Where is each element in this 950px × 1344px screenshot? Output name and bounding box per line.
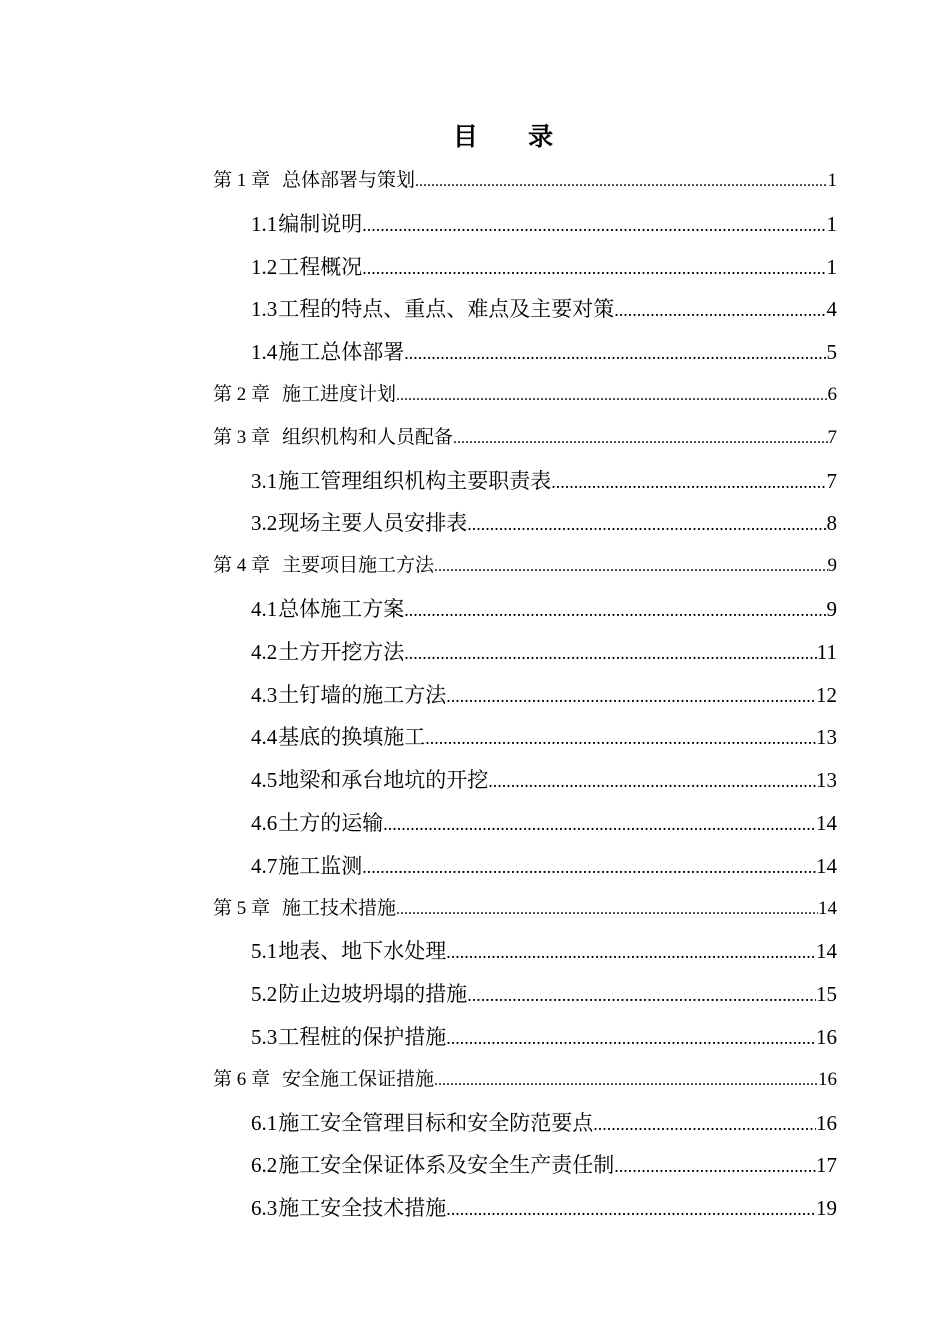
- toc-entry-number: 1.2: [251, 254, 278, 279]
- toc-section-entry[interactable]: [0, 973, 837, 1016]
- toc-section-entry[interactable]: [0, 588, 837, 631]
- toc-entry-number: 6.2: [251, 1153, 278, 1178]
- toc-entry-text: 总体部署与策划: [282, 170, 416, 191]
- toc-entry-number: 4.4: [251, 725, 278, 750]
- toc-entry-label: [251, 203, 362, 246]
- toc-page-number: 15: [816, 982, 837, 1007]
- toc-entry-number: 1.1: [251, 211, 278, 236]
- toc-entry-text: 土钉墙的施工方法: [278, 682, 447, 707]
- toc-dot-leader: [383, 803, 816, 846]
- toc-dot-leader: [446, 931, 816, 974]
- toc-entry-number: 5.1: [251, 939, 278, 964]
- toc-section-entry[interactable]: [0, 246, 837, 289]
- toc-entry-label: [251, 845, 362, 888]
- toc-entry-text: 施工安全技术措施: [278, 1196, 447, 1221]
- toc-dot-leader: [614, 1145, 816, 1188]
- toc-entry-label: [251, 502, 467, 545]
- toc-entry-text: 工程概况: [278, 254, 363, 279]
- toc-entry-number: 第 6 章: [213, 1068, 271, 1090]
- toc-page-number: 4: [826, 297, 837, 322]
- toc-chapter-entry[interactable]: [0, 374, 837, 417]
- toc-section-entry[interactable]: [0, 930, 837, 973]
- toc-section-entry[interactable]: [0, 1102, 837, 1145]
- toc-entry-number: 5.3: [251, 1024, 278, 1049]
- toc-entry-text: 地梁和承台地坑的开挖: [278, 768, 489, 793]
- toc-entry-label: [213, 160, 415, 203]
- toc-entry-label: [213, 374, 396, 417]
- toc-entry-text: 基底的换填施工: [278, 725, 426, 750]
- toc-page-number: 1: [827, 170, 837, 191]
- toc-entry-label: [251, 716, 425, 759]
- toc-entry-number: 4.7: [251, 853, 278, 878]
- toc-entry-number: 第 5 章: [213, 897, 271, 919]
- toc-entry-number: 6.1: [251, 1110, 278, 1135]
- toc-entry-label: [213, 888, 396, 931]
- toc-dot-leader: [404, 632, 817, 675]
- toc-section-entry[interactable]: [0, 288, 837, 331]
- toc-entry-number: 4.3: [251, 682, 278, 707]
- toc-section-entry[interactable]: [0, 460, 837, 503]
- toc-page-number: 8: [826, 511, 837, 536]
- toc-entry-label: [251, 930, 446, 973]
- toc-page-number: 16: [816, 1110, 837, 1135]
- toc-title: [0, 120, 950, 156]
- toc-entry-text: 土方的运输: [278, 810, 384, 835]
- toc-section-entry[interactable]: [0, 1016, 837, 1059]
- toc-entry-text: 防止边坡坍塌的措施: [278, 982, 468, 1007]
- toc-entry-text: 施工总体部署: [278, 340, 405, 365]
- toc-entry-label: [251, 759, 488, 802]
- toc-page-number: 13: [816, 725, 837, 750]
- toc-entry-label: [251, 1016, 446, 1059]
- toc-section-entry[interactable]: [0, 1144, 837, 1187]
- toc-entry-number: 4.1: [251, 596, 278, 621]
- toc-section-entry[interactable]: [0, 1187, 837, 1230]
- toc-dot-leader: [434, 1060, 818, 1103]
- toc-chapter-entry[interactable]: [0, 545, 837, 588]
- toc-entry-label: [251, 588, 404, 631]
- toc-entry-number: 3.1: [251, 468, 278, 493]
- toc-entry-label: [251, 973, 467, 1016]
- toc-dot-leader: [446, 675, 816, 718]
- toc-section-entry[interactable]: [0, 203, 837, 246]
- toc-entry-label: [251, 460, 551, 503]
- toc-entry-number: 1.3: [251, 297, 278, 322]
- toc-chapter-entry[interactable]: [0, 417, 837, 460]
- toc-page-number: 1: [826, 211, 837, 236]
- toc-dot-leader: [467, 503, 826, 546]
- toc-dot-leader: [446, 1017, 816, 1060]
- toc-page-number: 16: [818, 1068, 837, 1090]
- toc-chapter-entry[interactable]: [0, 160, 837, 203]
- toc-entry-number: 3.2: [251, 511, 278, 536]
- toc-dot-leader: [488, 760, 816, 803]
- toc-section-entry[interactable]: [0, 845, 837, 888]
- toc-page-number: 5: [826, 340, 837, 365]
- toc-entry-label: [213, 1059, 434, 1102]
- toc-dot-leader: [593, 1103, 816, 1146]
- toc-entry-text: 施工进度计划: [282, 383, 397, 405]
- toc-dot-leader: [362, 204, 826, 247]
- toc-entry-number: 第 4 章: [213, 555, 271, 577]
- toc-entry-text: 地表、地下水处理: [278, 939, 447, 964]
- toc-chapter-entry[interactable]: [0, 888, 837, 931]
- toc-section-entry[interactable]: [0, 331, 837, 374]
- toc-page-number: 12: [816, 682, 837, 707]
- toc-dot-leader: [425, 717, 816, 760]
- toc-entry-label: [251, 802, 383, 845]
- toc-dot-leader: [362, 846, 816, 889]
- toc-entry-text: 施工安全管理目标和安全防范要点: [278, 1110, 594, 1135]
- toc-entry-number: 4.2: [251, 639, 278, 664]
- toc-dot-leader: [396, 889, 818, 932]
- toc-dot-leader: [453, 418, 827, 461]
- toc-entry-label: [251, 674, 446, 717]
- toc-entry-number: 6.3: [251, 1196, 278, 1221]
- toc-page-number: 9: [826, 596, 837, 621]
- toc-dot-leader: [362, 247, 826, 290]
- toc-section-entry[interactable]: [0, 802, 837, 845]
- table-of-contents: [0, 160, 950, 1230]
- toc-entry-text: 施工安全保证体系及安全生产责任制: [278, 1153, 615, 1178]
- toc-entry-label: [251, 246, 362, 289]
- toc-entry-label: [251, 1144, 614, 1187]
- toc-dot-leader: [614, 289, 826, 332]
- toc-page-number: 19: [816, 1196, 837, 1221]
- toc-entry-text: 施工管理组织机构主要职责表: [278, 468, 552, 493]
- toc-section-entry[interactable]: [0, 759, 837, 802]
- toc-entry-label: [251, 331, 404, 374]
- toc-dot-leader: [396, 375, 827, 418]
- toc-dot-leader: [415, 161, 827, 204]
- toc-title-text: 目 录: [452, 124, 576, 151]
- toc-page-number: 17: [816, 1153, 837, 1178]
- toc-entry-text: 编制说明: [278, 211, 363, 236]
- toc-entry-number: 1.4: [251, 340, 278, 365]
- toc-page-number: 7: [826, 468, 837, 493]
- toc-entry-label: [213, 545, 434, 588]
- toc-entry-text: 土方开挖方法: [278, 639, 405, 664]
- toc-page-number: 11: [816, 639, 837, 664]
- toc-section-entry[interactable]: [0, 674, 837, 717]
- toc-entry-text: 总体施工方案: [278, 596, 405, 621]
- toc-entry-label: [251, 1102, 593, 1145]
- toc-entry-label: [251, 631, 404, 674]
- toc-page-number: 14: [816, 939, 837, 964]
- toc-entry-number: 4.5: [251, 768, 278, 793]
- toc-page-number: 7: [827, 426, 837, 448]
- toc-section-entry[interactable]: [0, 502, 837, 545]
- toc-entry-text: 施工技术措施: [282, 897, 397, 919]
- toc-entry-text: 工程桩的保护措施: [278, 1024, 447, 1049]
- toc-page-number: 1: [826, 254, 837, 279]
- toc-dot-leader: [404, 589, 826, 632]
- toc-entry-text: 安全施工保证措施: [282, 1068, 435, 1090]
- toc-page-number: 6: [827, 383, 837, 405]
- toc-dot-leader: [446, 1188, 816, 1231]
- toc-page-number: 9: [827, 555, 837, 577]
- toc-entry-text: 现场主要人员安排表: [278, 511, 468, 536]
- toc-page-number: 13: [816, 768, 837, 793]
- toc-page-number: 14: [816, 853, 837, 878]
- toc-entry-label: [251, 1187, 446, 1230]
- toc-page-number: 14: [818, 897, 837, 919]
- toc-dot-leader: [551, 461, 826, 504]
- toc-entry-label: [251, 288, 614, 331]
- toc-section-entry[interactable]: [0, 716, 837, 759]
- toc-chapter-entry[interactable]: [0, 1059, 837, 1102]
- toc-dot-leader: [467, 974, 816, 1017]
- toc-dot-leader: [404, 332, 826, 375]
- toc-dot-leader: [434, 546, 827, 589]
- toc-entry-text: 组织机构和人员配备: [282, 426, 454, 448]
- toc-entry-text: 施工监测: [278, 853, 363, 878]
- toc-entry-text: 工程的特点、重点、难点及主要对策: [278, 297, 615, 322]
- toc-entry-number: 第 3 章: [213, 426, 271, 448]
- toc-entry-number: 第 1 章: [213, 170, 271, 191]
- toc-entry-label: [213, 417, 453, 460]
- toc-entry-number: 第 2 章: [213, 383, 271, 405]
- toc-page-number: 16: [816, 1024, 837, 1049]
- toc-entry-number: 5.2: [251, 982, 278, 1007]
- toc-entry-text: 主要项目施工方法: [282, 555, 435, 577]
- toc-section-entry[interactable]: [0, 631, 837, 674]
- toc-entry-number: 4.6: [251, 810, 278, 835]
- toc-page-number: 14: [816, 810, 837, 835]
